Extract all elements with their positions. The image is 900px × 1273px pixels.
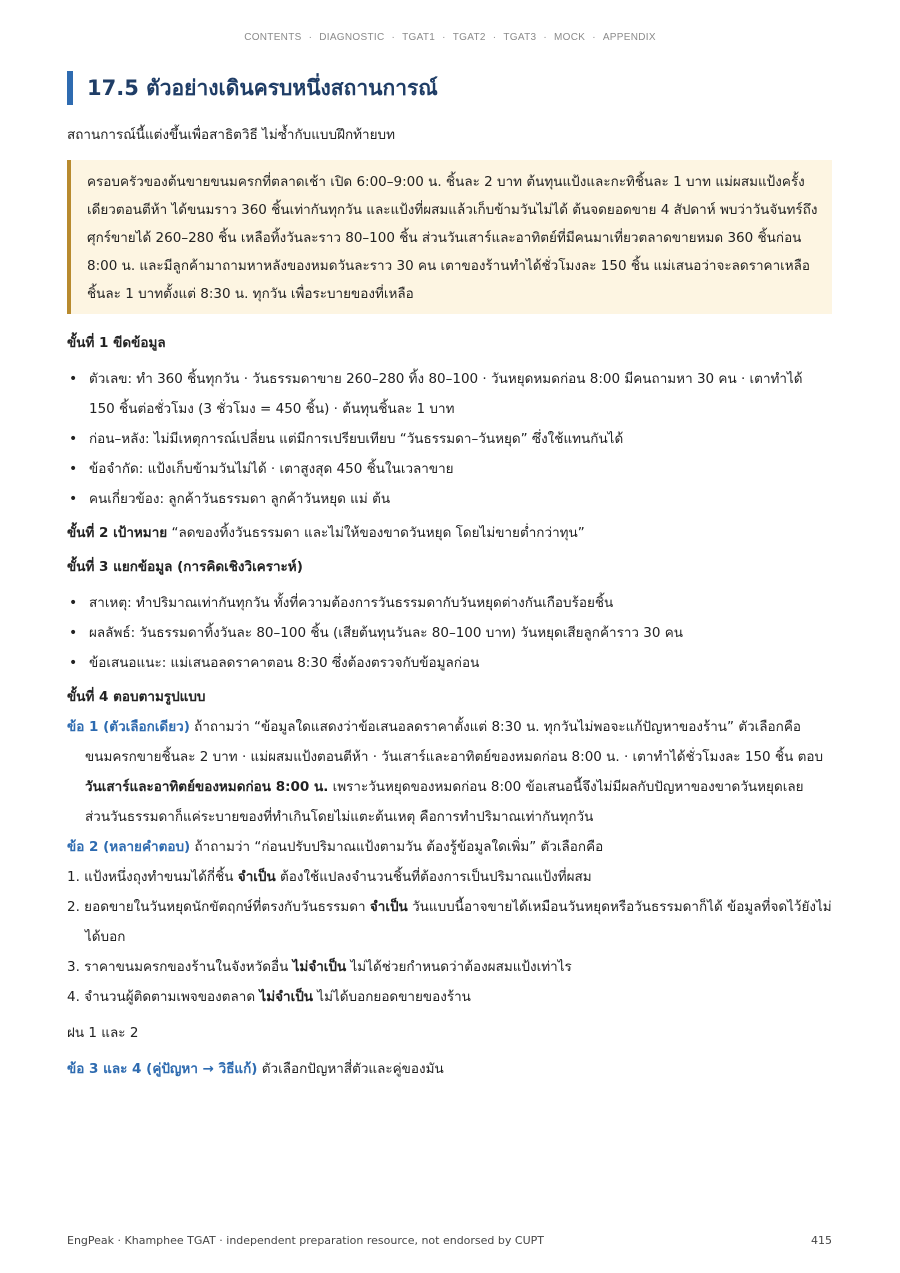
step1-title: ขั้นที่ 1 ขีดข้อมูล (67, 335, 166, 351)
question-2-answer: ฝน 1 และ 2 (67, 1025, 139, 1041)
question-2-label: ข้อ 2 (หลายคำตอบ) (67, 839, 191, 855)
option-text: 1. แป้งหนึ่งถุงทำขนมได้กี่ชิ้น (67, 869, 238, 885)
option-verdict: ไม่จำเป็น (292, 959, 347, 975)
step3-list (67, 588, 832, 678)
nav-separator: · (543, 32, 547, 43)
section-heading (67, 71, 438, 105)
step2-line (67, 518, 832, 548)
list-item: • ข้อจำกัด: แป้งเก็บข้ามวันไม่ได้ · เตาสูงสุด 450 ชิ้นในเวลาขาย (67, 454, 832, 484)
question-1-text-a: ถ้าถามว่า “ข้อมูลใดแสดงว่าข้อเสนอลดราคาตั้งแต่ 8:30 น. ทุกวันไม่พอจะแก้ปัญหาของร้าน” ตัวเลือกคือ ขนมครกขายชิ้นละ 2 บาท · แม่ผสมแป้งตอนตีห้า · วันเสาร์และอาทิตย์ของหมดก่อน 8:00 น. · เตาทำได้ชั่วโมงละ 150 ชิ้น ตอบ (85, 719, 824, 765)
nav-tgat2[interactable]: TGAT2 (452, 32, 486, 43)
nav-diagnostic[interactable]: DIAGNOSTIC (319, 32, 385, 43)
option-verdict: ไม่จำเป็น (259, 989, 314, 1005)
option-verdict: จำเป็น (237, 869, 276, 885)
option-reason: ไม่ได้บอกยอดขายของร้าน (313, 989, 471, 1005)
question-3-4-text: ตัวเลือกปัญหาสี่ตัวและคู่ของมัน (257, 1061, 444, 1077)
section-title: 17.5 ตัวอย่างเดินครบหนึ่งสถานการณ์ (87, 76, 438, 100)
option-reason: วันแบบนี้อาจขายได้เหมือนวันหยุดหรือวันธรรมดาก็ได้ ข้อมูลที่จดไว้ยังไม่ได้บอก (85, 899, 832, 945)
step4-title: ขั้นที่ 4 ตอบตามรูปแบบ (67, 689, 206, 705)
nav-appendix[interactable]: APPENDIX (602, 32, 656, 43)
footer-text: EngPeak · Khamphee TGAT · independent preparation resource, not endorsed by CUPT (67, 1234, 544, 1247)
option-item (67, 892, 832, 952)
step2-title: ขั้นที่ 2 เป้าหมาย (67, 525, 168, 541)
step2-text: “ลดของทิ้งวันธรรมดา และไม่ให้ของขาดวันหยุด โดยไม่ขายต่ำกว่าทุน” (171, 525, 585, 541)
step3-title: ขั้นที่ 3 แยกข้อมูล (การคิดเชิงวิเคราะห์) (67, 559, 303, 575)
nav-separator: · (391, 32, 396, 43)
option-text: 4. จำนวนผู้ติดตามเพจของตลาด (67, 989, 260, 1005)
list-item: • สาเหตุ: ทำปริมาณเท่ากันทุกวัน ทั้งที่ความต้องการวันธรรมดากับวันหยุดต่างกันเกือบร้อยชิ้น (67, 588, 832, 618)
question-2-options (67, 862, 832, 1012)
option-reason: ไม่ได้ช่วยกำหนดว่าต้องผสมแป้งเท่าไร (346, 959, 572, 975)
option-item (67, 982, 832, 1012)
option-text: 3. ราคาขนมครกของร้านในจังหวัดอื่น (67, 959, 293, 975)
question-3-4-label: ข้อ 3 และ 4 (คู่ปัญหา → วิธีแก้) (67, 1061, 258, 1077)
nav-contents[interactable]: CONTENTS (244, 32, 302, 43)
question-2-text: ถ้าถามว่า “ก่อนปรับปริมาณแป้งตามวัน ต้องรู้ข้อมูลใดเพิ่ม” ตัวเลือกคือ (190, 839, 604, 855)
option-verdict: จำเป็น (369, 899, 408, 915)
page-footer (67, 1234, 832, 1247)
option-text: 2. ยอดขายในวันหยุดนักขัตฤกษ์ที่ตรงกับวันธรรมดา (67, 899, 370, 915)
list-item: • คนเกี่ยวข้อง: ลูกค้าวันธรรมดา ลูกค้าวันหยุด แม่ ต้น (67, 484, 832, 514)
scenario-text: ครอบครัวของต้นขายขนมครกที่ตลาดเช้า เปิด 6:00–9:00 น. ชิ้นละ 2 บาท ต้นทุนแป้งและกะทิชิ้นละ 1 บาท แม่ผสมแป้งครั้งเดียวตอนตีห้า ได้ขนมราว 360 ชิ้นเท่ากันทุกวัน และแป้งที่ผสมแล้วเก็บข้ามวันไม่ได้ ต้นจดยอดขาย 4 สัปดาห์ พบว่าวันจันทร์ถึงศุกร์ขายได้ 260–280 ชิ้น เหลือทิ้งวันละราว 80–100 ชิ้น ส่วนวันเสาร์และอาทิตย์ที่มีคนมาเที่ยวตลาดขายหมด 360 ชิ้นก่อน 8:00 น. และมีลูกค้ามาถามหาหลังของหมดวันละราว 30 คน เตาของร้านทำได้ชั่วโมงละ 150 ชิ้น แม่เสนอว่าจะลดราคาเหลือชิ้นละ 1 บาทตั้งแต่ 8:30 น. ทุกวัน เพื่อระบายของที่เหลือ (87, 174, 818, 302)
list-item: • ข้อเสนอแนะ: แม่เสนอลดราคาตอน 8:30 ซึ่งต้องตรวจกับข้อมูลก่อน (67, 648, 832, 678)
nav-mock[interactable]: MOCK (553, 32, 586, 43)
nav-tgat3[interactable]: TGAT3 (503, 32, 537, 43)
scenario-callout (67, 160, 832, 314)
option-item (67, 952, 832, 982)
list-item: • ก่อน–หลัง: ไม่มีเหตุการณ์เปลี่ยน แต่มีการเปรียบเทียบ “วันธรรมดา–วันหยุด” ซึ่งใช้แทนกันได้ (67, 424, 832, 454)
question-3-4 (67, 1054, 832, 1084)
nav-separator: · (492, 32, 497, 43)
list-item: • ผลลัพธ์: วันธรรมดาทิ้งวันละ 80–100 ชิ้น (เสียต้นทุนวันละ 80–100 บาท) วันหยุดเสียลูกค้าราว 30 คน (67, 618, 832, 648)
main-content (67, 120, 832, 1084)
nav-tgat1[interactable]: TGAT1 (402, 32, 436, 43)
nav-separator: · (308, 32, 313, 43)
list-item: • ตัวเลข: ทำ 360 ชิ้นทุกวัน · วันธรรมดาขาย 260–280 ทิ้ง 80–100 · วันหยุดหมดก่อน 8:00 มีคนถามหา 30 คน · เตาทำได้ 150 ชิ้นต่อชั่วโมง (3 ชั่วโมง = 450 ชิ้น) · ต้นทุนชิ้นละ 1 บาท (67, 364, 832, 424)
nav-separator: · (442, 32, 446, 43)
top-navigation (0, 32, 900, 43)
question-1-text-b: เพราะวันหยุดของหมดก่อน 8:00 ข้อเสนอนี้จึงไม่มีผลกับปัญหาของขาดวันหยุดเลย ส่วนวันธรรมดาก็แค่ระบายของที่ทำเกินโดยไม่แตะต้นเหตุ คือการทำปริมาณเท่ากันทุกวัน (85, 779, 804, 825)
nav-separator: · (592, 32, 596, 43)
question-1 (67, 712, 832, 832)
intro-text: สถานการณ์นี้แต่งขึ้นเพื่อสาธิตวิธี ไม่ซ้ำกับแบบฝึกท้ายบท (67, 127, 396, 143)
option-item (67, 862, 832, 892)
question-2 (67, 832, 832, 862)
step1-list (67, 364, 832, 514)
page-number: 415 (811, 1234, 832, 1247)
question-1-label: ข้อ 1 (ตัวเลือกเดียว) (67, 719, 190, 735)
question-1-answer: วันเสาร์และอาทิตย์ของหมดก่อน 8:00 น. (85, 779, 329, 795)
option-reason: ต้องใช้แปลงจำนวนชิ้นที่ต้องการเป็นปริมาณแป้งที่ผสม (275, 869, 592, 885)
